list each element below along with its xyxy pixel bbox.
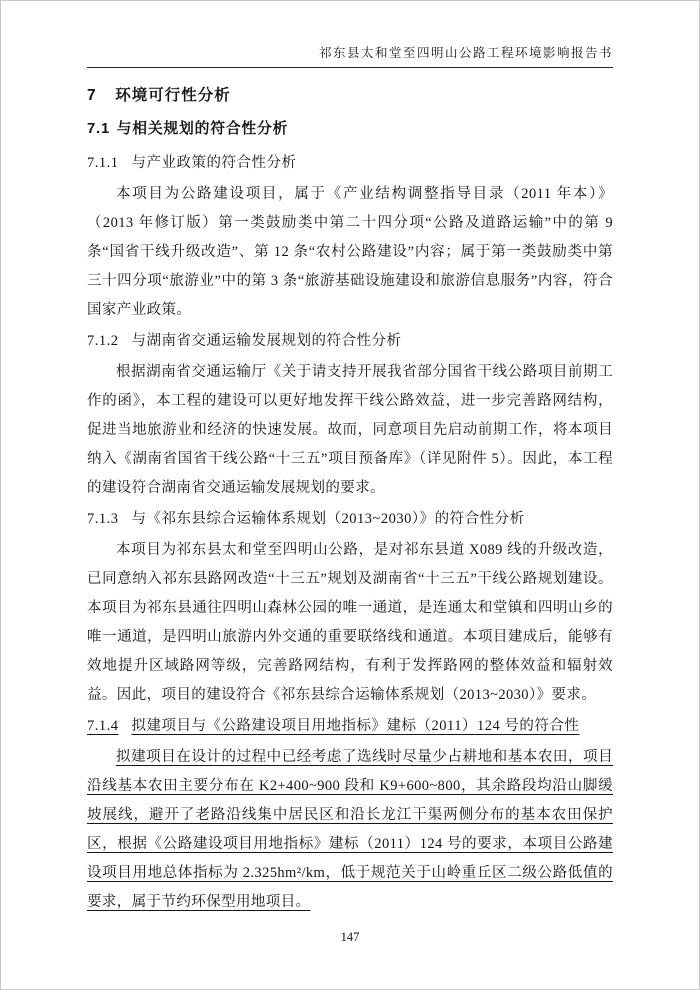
section-title: 与相关规划的符合性分析 [116,121,289,137]
subsection-title: 与湖南省交通运输发展规划的符合性分析 [131,333,402,349]
page-number: 147 [340,930,360,944]
section-number: 7.1 [87,121,110,137]
section-heading [87,117,613,141]
chapter-number: 7 [87,87,97,104]
chapter-heading [87,84,613,108]
paragraph-7-1-3: 本项目为祁东县太和堂至四明山公路，是对祁东县道 X089 线的升级改造，已同意纳入祁东县路网改造“十三五”规划及湖南省“十三五”干线公路规划建设。本项目为祁东县通往四明山森林公园的唯一通道，是连通太和堂镇和四明山乡的唯一通道，是四明山旅游内外交通的重要联络线和通道。本项目建成后，能够有效地提升区域路网等级，完善路网结构，有利于发挥路网的整体效益和辐射效益。因此，项目的建设符合《祁东县综合运输体系规划（2013~2030）》要求。 [87,542,613,703]
paragraph-7-1-2: 根据湖南省交通运输厅《关于请支持开展我省部分国省干线公路项目前期工作的函》，本工程的建设可以更好地发挥干线公路效益，进一步完善路网结构，促进当地旅游业和经济的快速发展。故而，同意项目先启动前期工作，将本项目纳入《湖南省国省干线公路“十三五”项目预备库》（详见附件 5）。因此，本工程的建设符合湖南省交通运输发展规划的要求。 [87,364,613,496]
subsection-heading-7-1-3 [87,506,613,532]
chapter-title: 环境可行性分析 [115,87,231,104]
subsection-number: 7.1.1 [87,155,119,171]
subsection-heading-7-1-1 [87,150,613,176]
subsection-heading-7-1-4 [87,713,613,739]
page-footer [1,930,699,945]
subsection-number: 7.1.4 [87,718,119,734]
subsection-title: 拟建项目与《公路建设项目用地指标》建标（2011）124 号的符合性 [131,718,580,734]
subsection-heading-7-1-2 [87,328,613,354]
subsection-title: 与产业政策的符合性分析 [131,155,297,171]
subsection-number: 7.1.2 [87,333,119,349]
subsection-title: 与《祁东县综合运输体系规划（2013~2030）》的符合性分析 [131,511,525,527]
document-body [87,84,613,917]
running-header: 祁东县太和堂至四明山公路工程环境影响报告书 [87,45,613,68]
paragraph-7-1-1: 本项目为公路建设项目，属于《产业结构调整指导目录（2011 年本）》（2013 年修订版）第一类鼓励类中第二十四分项“公路及道路运输”中的第 9 条“国省干线升级改造”、第 12 条“农村公路建设”内容；属于第一类鼓励类中第三十四分项“旅游业”中的第 3 条“旅游基础设施建设和旅游信息服务”内容，符合国家产业政策。 [87,186,613,318]
paragraph-7-1-4: 拟建项目在设计的过程中已经考虑了选线时尽量少占耕地和基本农田，项目沿线基本农田主要分布在 K2+400~900 段和 K9+600~800，其余路段均沿山脚缓坡展线，避开了老路沿线集中居民区和沿长龙江干渠两侧分布的基本农田保护区，根据《公路建设项目用地指标》建标（2011）124 号的要求，本项目公路建设项目用地总体指标为 2.325hm²/km，低于规范关于山岭重丘区二级公路低值的要求，属于节约环保型用地项目。 [87,749,613,910]
subsection-number: 7.1.3 [87,511,119,527]
